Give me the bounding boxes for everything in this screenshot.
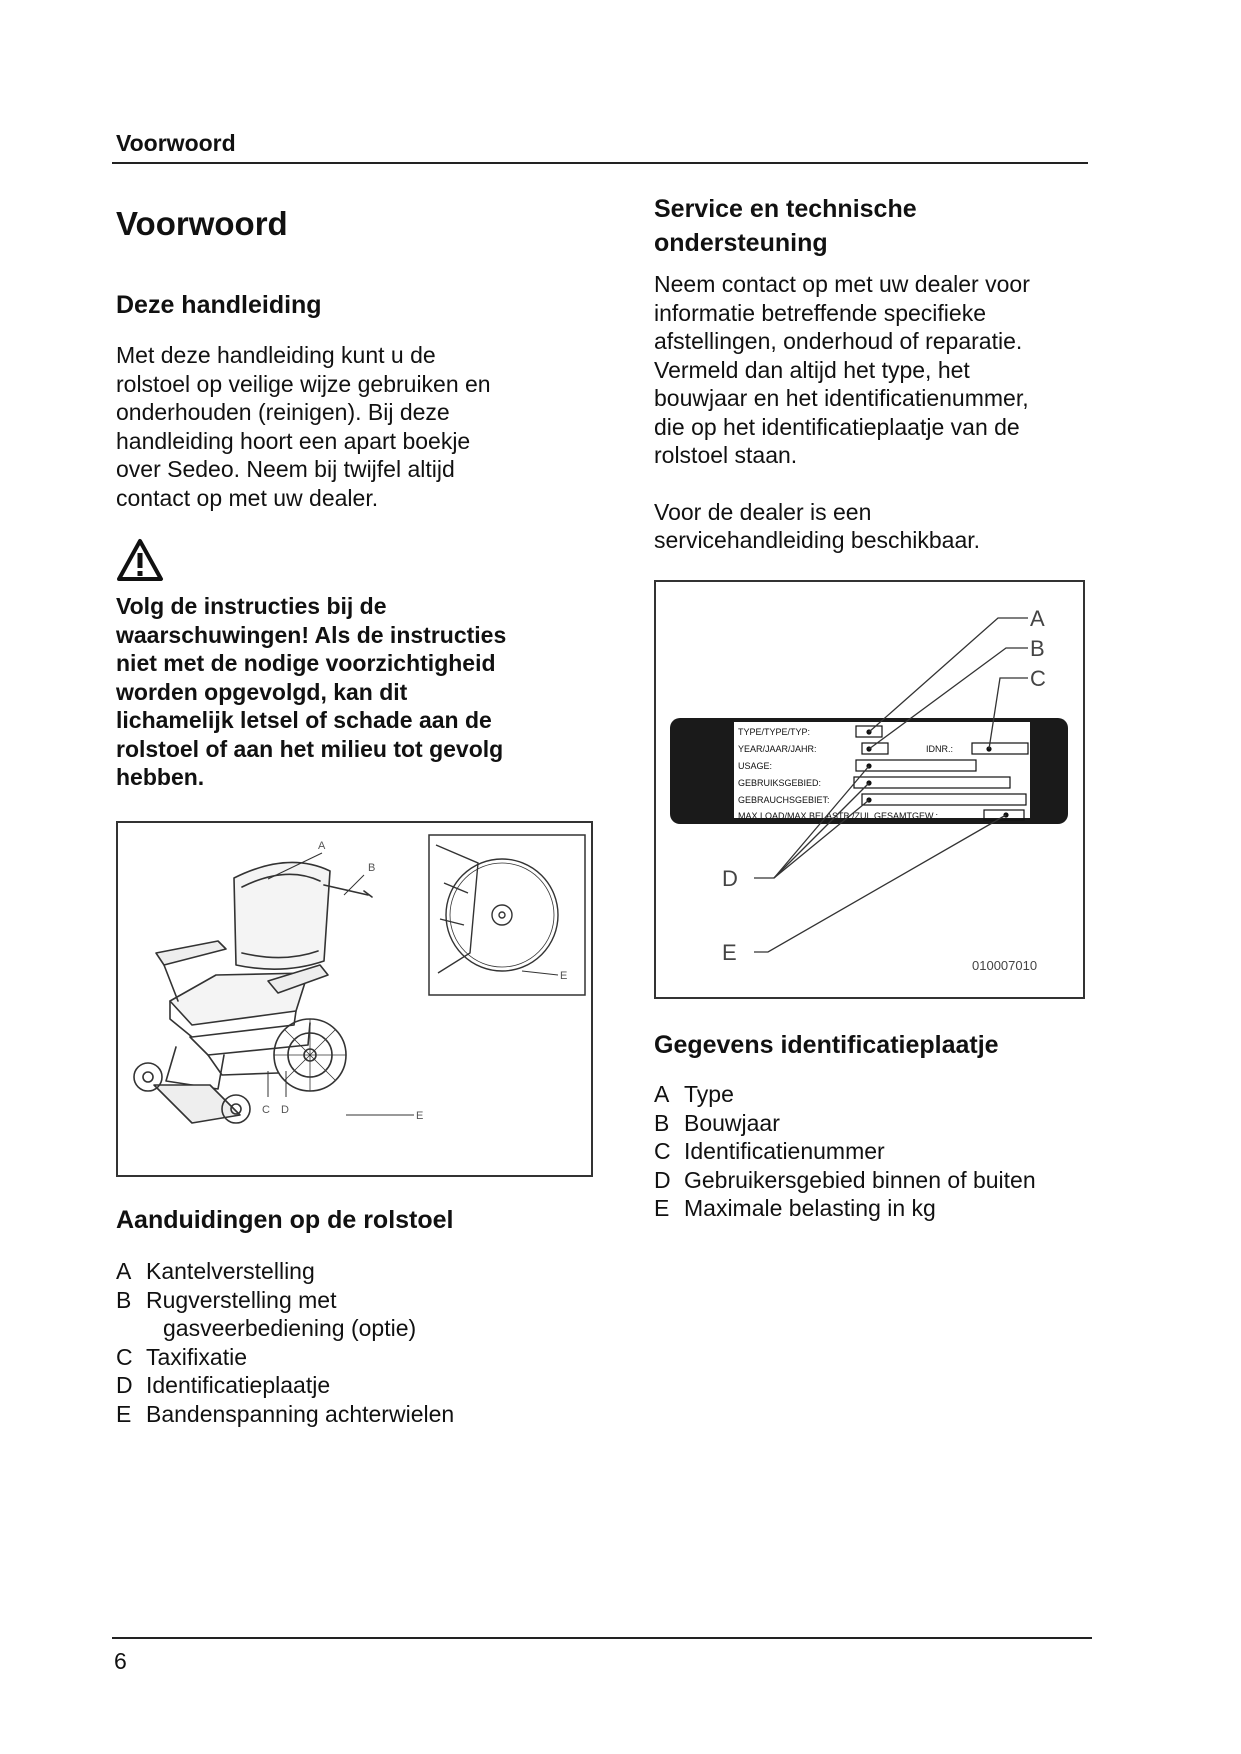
service-line: bouwjaar en het identificatienummer, <box>654 385 1029 411</box>
plate-data-heading: Gegevens identificatieplaatje <box>654 1031 999 1059</box>
markings-section <box>116 1203 636 1428</box>
list-item <box>654 1194 1094 1223</box>
page-number: 6 <box>114 1648 127 1674</box>
list-item <box>654 1166 1094 1195</box>
id-plate-figure <box>654 580 1085 999</box>
item-letter: C <box>654 1138 671 1164</box>
manual-text <box>116 341 636 512</box>
service-line: afstellingen, onderhoud of reparatie. <box>654 328 1023 354</box>
plate-field-gebruiksgebied: GEBRUIKSGEBIED: <box>738 778 822 788</box>
item-text: Bouwjaar <box>684 1109 780 1136</box>
running-head: Voorwoord <box>116 130 236 156</box>
service-line: Neem contact op met uw dealer voor <box>654 271 1030 297</box>
service-heading-line: ondersteuning <box>654 229 828 257</box>
list-item <box>116 1286 636 1315</box>
item-text: Identificatieplaatje <box>146 1372 331 1398</box>
list-item <box>116 1400 636 1429</box>
item-letter: D <box>654 1166 671 1193</box>
plate-data-list <box>654 1080 1094 1223</box>
item-text: gasveerbediening (optie) <box>163 1315 417 1341</box>
item-letter: A <box>654 1081 670 1107</box>
service-heading-line: Service en technische <box>654 195 917 223</box>
item-letter: D <box>116 1372 133 1398</box>
item-letter: C <box>116 1343 133 1370</box>
dealer-line: servicehandleiding beschikbaar. <box>654 527 981 553</box>
list-item <box>654 1109 1094 1138</box>
warning-line: worden opgevolgd, kan dit <box>116 678 408 705</box>
plate-field-idnr: IDNR.: <box>926 744 953 754</box>
callout-d: D <box>281 1104 289 1116</box>
manual-heading: Deze handleiding <box>116 291 322 319</box>
callout-b: B <box>368 862 376 874</box>
manual-section <box>116 288 636 512</box>
list-item <box>116 1257 636 1286</box>
item-text: Kantelverstelling <box>146 1258 315 1284</box>
warning-text <box>116 592 636 792</box>
item-letter: A <box>116 1258 132 1284</box>
plate-field-usage: USAGE: <box>738 761 773 771</box>
callout-c: C <box>262 1104 270 1116</box>
warning-line: niet met de nodige voorzichtigheid <box>116 650 496 676</box>
manual-line: contact op met uw dealer. <box>116 484 379 511</box>
item-text: Taxifixatie <box>146 1343 247 1370</box>
item-text: Maximale belasting in kg <box>684 1195 936 1221</box>
manual-line: handleiding hoort een apart boekje <box>116 427 471 454</box>
footer-rule <box>112 1637 1092 1639</box>
warning-line: rolstoel of aan het milieu tot gevolg <box>116 735 504 762</box>
warning-line: lichamelijk letsel of schade aan de <box>116 707 492 733</box>
page-title: Voorwoord <box>116 205 288 242</box>
plate-field-maxload: MAX.LOAD/MAX.BELASTB./ZUL.GESAMTGEW.: <box>738 811 939 821</box>
dealer-text <box>654 498 1094 555</box>
plate-callout-e: E <box>722 940 737 965</box>
plate-callout-b: B <box>1030 636 1045 661</box>
service-line: rolstoel staan. <box>654 442 798 468</box>
manual-line: onderhouden (reinigen). Bij deze <box>116 399 450 425</box>
plate-figure-code: 010007010 <box>972 958 1038 973</box>
service-section <box>654 192 1094 555</box>
item-text: Rugverstelling met <box>146 1286 337 1313</box>
list-item <box>654 1080 1094 1109</box>
plate-callout-c: C <box>1030 666 1046 691</box>
list-item <box>116 1314 636 1343</box>
inset-callout-e: E <box>560 970 568 982</box>
item-letter: E <box>116 1400 132 1427</box>
item-text: Bandenspanning achterwielen <box>146 1400 455 1427</box>
warning-triangle-icon <box>116 538 164 582</box>
item-letter: B <box>654 1109 670 1136</box>
manual-line: over Sedeo. Neem bij twijfel altijd <box>116 456 455 482</box>
wheelchair-figure <box>116 821 593 1177</box>
wheelchair-drawing <box>118 823 591 1175</box>
item-letter: E <box>654 1195 670 1221</box>
markings-list <box>116 1257 636 1428</box>
manual-line: rolstoel op veilige wijze gebruiken en <box>116 370 491 397</box>
markings-heading: Aanduidingen op de rolstoel <box>116 1206 454 1234</box>
service-text <box>654 270 1094 470</box>
service-line: die op het identificatieplaatje van de <box>654 413 1020 440</box>
item-text: Identificatienummer <box>684 1138 885 1164</box>
list-item <box>654 1137 1094 1166</box>
item-text: Gebruikersgebied binnen of buiten <box>684 1166 1036 1193</box>
warning-line: hebben. <box>116 764 205 790</box>
plate-field-gebrauchsgebiet: GEBRAUCHSGEBIET: <box>738 795 830 805</box>
header-rule <box>112 162 1088 164</box>
list-item <box>116 1371 636 1400</box>
plate-data-section <box>654 1028 1094 1223</box>
list-item <box>116 1343 636 1372</box>
service-line: Vermeld dan altijd het type, het <box>654 356 970 383</box>
item-text: Type <box>684 1081 734 1107</box>
warning-line: waarschuwingen! Als de instructies <box>116 621 507 648</box>
manual-line: Met deze handleiding kunt u de <box>116 342 436 368</box>
warning-line: Volg de instructies bij de <box>116 593 387 619</box>
plate-field-year: YEAR/JAAR/JAHR: <box>738 744 817 754</box>
plate-callout-a: A <box>1030 606 1045 631</box>
item-letter: B <box>116 1286 132 1313</box>
id-plate-drawing <box>656 582 1083 997</box>
plate-callout-d: D <box>722 866 738 891</box>
callout-e: E <box>416 1110 424 1122</box>
service-line: informatie betreffende specifieke <box>654 299 986 326</box>
dealer-line: Voor de dealer is een <box>654 498 872 525</box>
callout-a: A <box>318 840 326 852</box>
plate-field-type: TYPE/TYPE/TYP: <box>738 727 811 737</box>
